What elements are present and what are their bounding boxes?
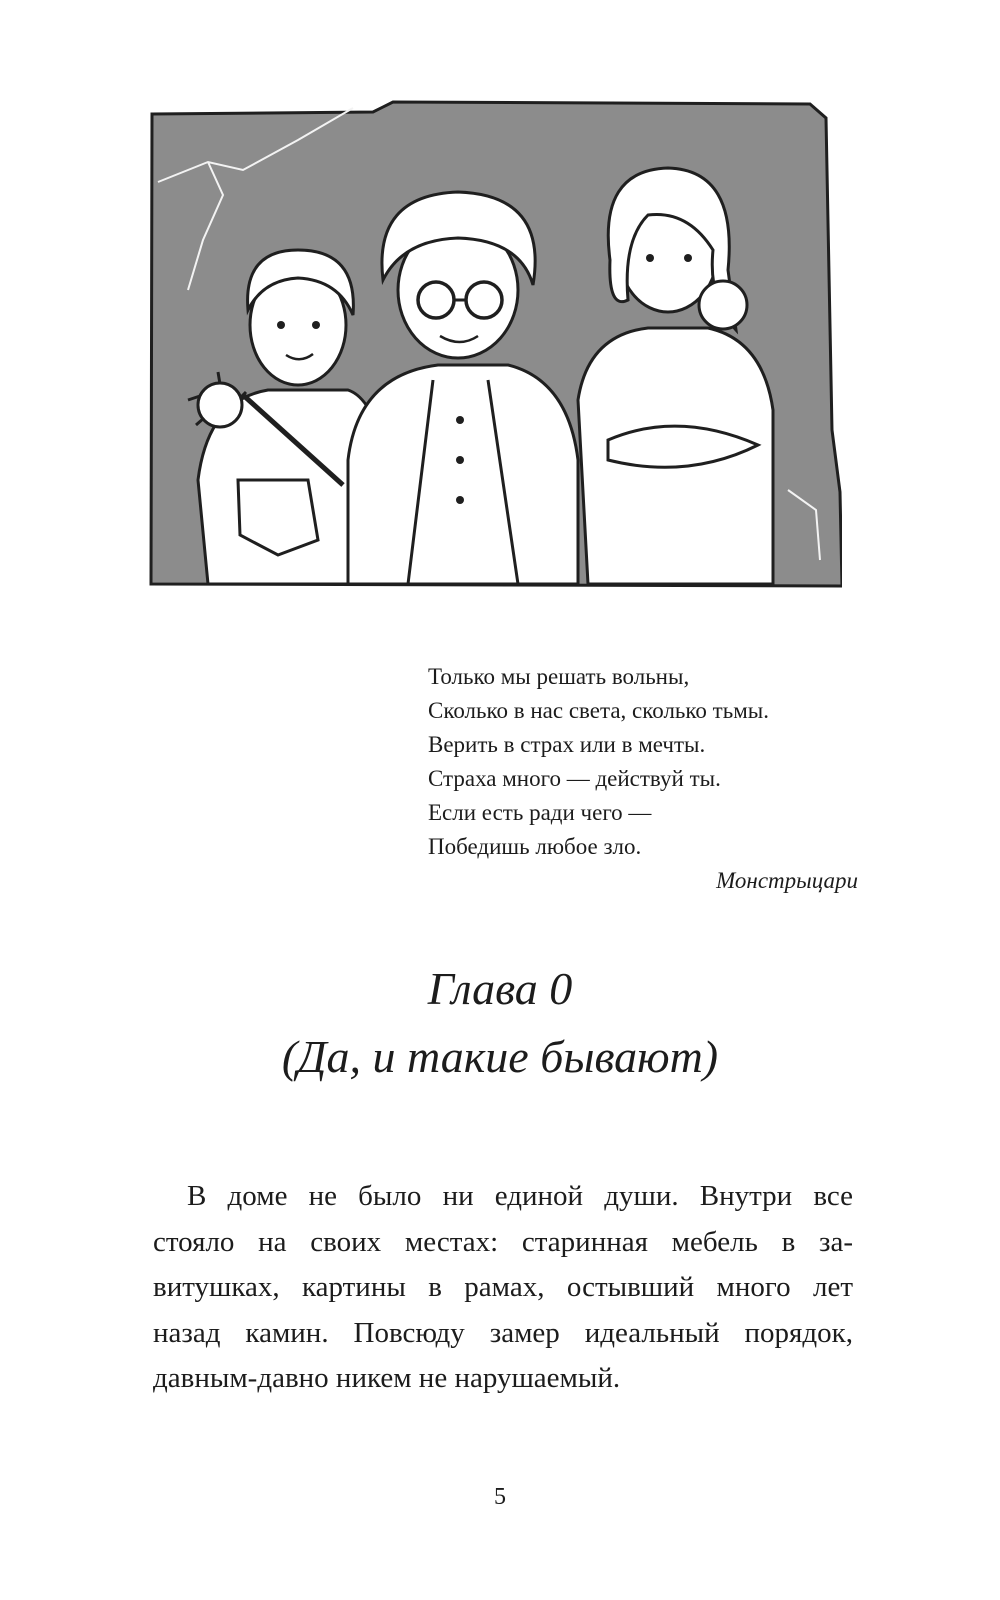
body-line: назад камин. Повсюду замер идеальный порядок, <box>153 1316 853 1349</box>
chapter-title <box>0 955 1000 1091</box>
epigraph-line: Победишь любое зло. <box>428 834 642 859</box>
page-number: 5 <box>494 1484 506 1510</box>
body-line: витушках, картины в рамах, остывший много лет <box>153 1271 853 1303</box>
body-line: В доме не было ни единой души. Внутри все <box>187 1180 853 1212</box>
body-line: давным-давно никем не нарушаемый. <box>153 1362 621 1394</box>
three-characters-illustration-icon <box>148 100 842 600</box>
chapter-title-line1: Глава 0 <box>427 963 573 1014</box>
epigraph-line: Сколько в нас света, сколько тьмы. <box>428 698 769 723</box>
epigraph-author: Монстрыцари <box>716 868 858 893</box>
chapter-title-line2: (Да, и такие бывают) <box>281 1031 719 1082</box>
body-line: стояло на своих местах: старинная мебель в за- <box>153 1225 853 1258</box>
epigraph-line: Верить в страх или в мечты. <box>428 732 706 757</box>
epigraph-line: Страха много — действуй ты. <box>428 766 721 791</box>
epigraph-line: Только мы решать вольны, <box>428 664 690 689</box>
chapter-illustration <box>148 100 842 600</box>
epigraph-line: Если есть ради чего — <box>428 800 652 825</box>
epigraph <box>428 660 858 898</box>
body-paragraph <box>153 1174 853 1402</box>
